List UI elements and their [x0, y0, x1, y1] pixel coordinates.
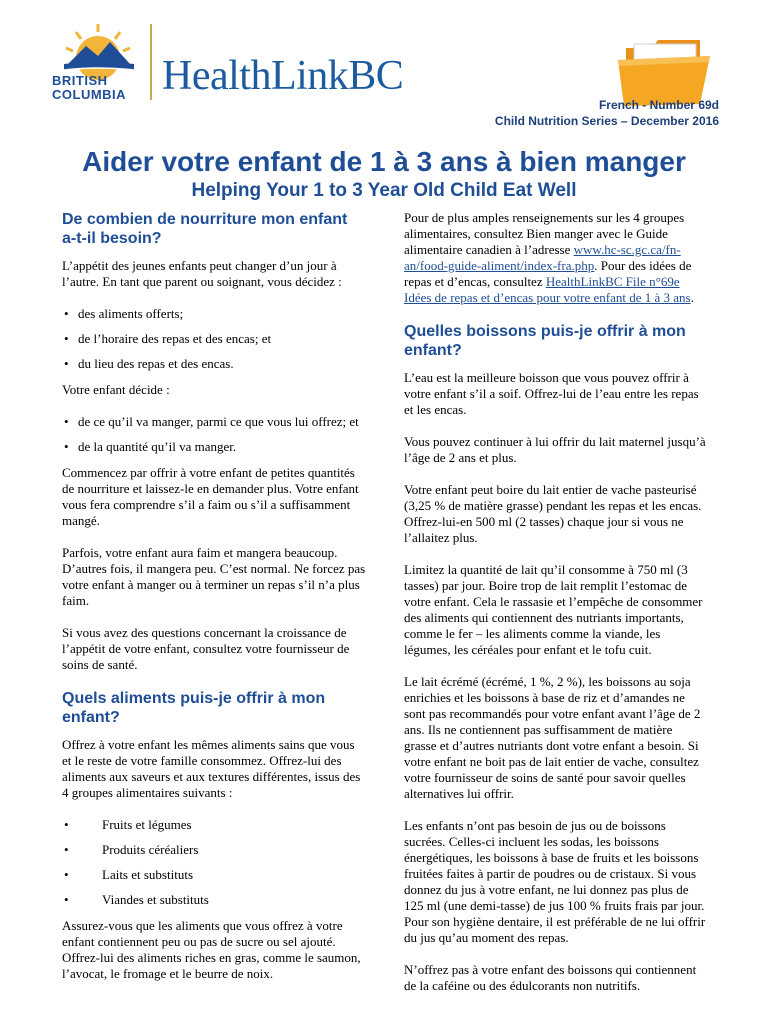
- logo-text-line2: COLUMBIA: [52, 87, 127, 102]
- brand-suffix: BC: [348, 53, 404, 99]
- title-english: Helping Your 1 to 3 Year Old Child Eat Well: [191, 180, 577, 201]
- paragraph: Le lait écrémé (écrémé, 1 %, 2 %), les boissons au soja enrichies et les boissons à base de riz et d’amandes ne sont pas recommandés pour votre enfant avant l’âge de 2 ans. Ils ne contiennent pas suffisamment de matière grasse et d’autres nutriants dont votre enfant a besoin. Si votre enfant ne boit pas de lait entier de vache, consultez votre fournisseur de soins de santé pour savoir quelles alternatives lui offrir.: [404, 674, 701, 801]
- logo-text-line1: BRITISH: [52, 73, 108, 88]
- paragraph-food-guide: [404, 210, 708, 306]
- list-item: • Fruits et légumes: [78, 817, 366, 833]
- list-item: • du lieu des repas et des encas.: [78, 356, 366, 372]
- document-number: [495, 97, 719, 129]
- paragraph: Parfois, votre enfant aura faim et mangera beaucoup. D’autres fois, il mangera peu. C’est normal. Ne forcez pas votre enfant à manger ou à terminer un repas s’il n’a plus faim.: [62, 545, 366, 608]
- healthlinkbc-file-link[interactable]: HealthLinkBC File n°69e Idées de repas et d’encas pour votre enfant de 1 à 3 ans: [404, 274, 691, 305]
- healthlinkbc-wordmark: [162, 52, 403, 100]
- paragraph: N’offrez pas à votre enfant des boissons qui contiennent de la caféine ou des édulcorants non nutritifs.: [404, 962, 697, 993]
- text: . Pour des idées de repas et d’encas, consultez: [404, 258, 692, 289]
- paragraph: Commencez par offrir à votre enfant de petites quantités de nourriture et laissez-le en demander plus. Votre enfant vous fera comprendre s’il a faim ou s’il a suffisamment mangé.: [62, 465, 359, 528]
- bullet-list-child-decides: [62, 414, 366, 455]
- brand-main: HealthLink: [162, 53, 349, 99]
- title-french: Aider votre enfant de 1 à 3 ans à bien manger: [82, 146, 686, 177]
- series-line: Child Nutrition Series – December 2016: [494, 114, 719, 128]
- heading-which-foods: Quels aliments puis-je offrir à mon enfant?: [62, 690, 326, 726]
- bullet-list-food-groups: [62, 817, 366, 908]
- bullet-list-parent-decides: [62, 306, 366, 372]
- list-item: • Laits et substituts: [78, 867, 366, 883]
- list-item: • Viandes et substituts: [78, 892, 366, 908]
- heading-how-much-food: De combien de nourriture mon enfant a-t-il besoin?: [62, 211, 348, 247]
- paragraph: Assurez-vous que les aliments que vous offrez à votre enfant contiennent peu ou pas de sucre ou sel ajouté. Offrez-lui des aliments riches en gras, comme le saumon, l’avocat, le fromage et le beurre de noix.: [62, 918, 361, 981]
- left-column: [62, 210, 366, 998]
- list-item: • de la quantité qu’il va manger.: [78, 439, 366, 455]
- paragraph: Vous pouvez continuer à lui offrir du lait maternel jusqu’à l’âge de 2 ans et plus.: [404, 434, 706, 465]
- list-item: • de ce qu’il va manger, parmi ce que vous lui offrez; et: [78, 414, 366, 430]
- food-guide-link[interactable]: www.hc-sc.gc.ca/fn-an/food-guide-aliment/index-fra.php: [404, 242, 681, 273]
- paragraph: L’appétit des jeunes enfants peut changer d’un jour à l’autre. En tant que parent ou soignant, vous décidez :: [62, 258, 342, 289]
- logo-divider: [150, 24, 152, 100]
- text: .: [690, 290, 694, 305]
- paragraph: Limitez la quantité de lait qu’il consomme à 750 ml (3 tasses) par jour. Boire trop de lait remplit l’estomac de votre enfant. Cela le rassasie et l’empêche de consommer des aliments qui contiennent des nutriants importants, comme le fer – les aliments comme la viande, les légumes, les céréales pour enfant et le tofu cuit.: [404, 562, 703, 657]
- heading-which-drinks: Quelles boissons puis-je offrir à mon enfant?: [404, 323, 686, 359]
- paragraph: Votre enfant peut boire du lait entier de vache pasteurisé (3,25 % de matière grasse) pendant les repas et les encas. Offrez-lui-en 500 ml (2 tasses) chaque jour si vous ne l’allaitez plus.: [404, 482, 702, 545]
- list-item: • Produits céréaliers: [78, 842, 366, 858]
- paragraph: Si vous avez des questions concernant la croissance de l’appétit de votre enfant, consultez votre fournisseur de soins de santé.: [62, 625, 350, 672]
- paragraph: Votre enfant décide :: [62, 382, 170, 397]
- paragraph: Offrez à votre enfant les mêmes aliments sains que vous et le reste de votre famille consommez. Offrez-lui des aliments aux saveurs et aux textures différentes, issus des 4 groupes alimentaires suivants :: [62, 737, 361, 800]
- list-item: • des aliments offerts;: [78, 306, 366, 322]
- right-column: [404, 210, 708, 1010]
- paragraph: Les enfants n’ont pas besoin de jus ou de boissons sucrées. Celles-ci incluent les sodas, les boissons énergétiques, les boissons à base de fruits et les boissons fruitées faites à partir de poudres ou de cristaux. Si vous donnez du jus à votre enfant, ne lui donnez pas plus de 125 ml (une demi-tasse) de jus 100 % fruits frais par jour. Pour son hygiène dentaire, il est préférable de ne lui offrir du jus qu’au moment des repas.: [404, 818, 706, 945]
- bc-government-logo: [50, 20, 150, 105]
- text: Pour de plus amples renseignements sur les 4 groupes alimentaires, consultez Bien manger avec le Guide alimentaire canadien à l’adresse: [404, 210, 685, 257]
- paragraph: L’eau est la meilleure boisson que vous pouvez offrir à votre enfant s’il a soif. Offrez-lui de l’eau entre les repas et les encas.: [404, 370, 699, 417]
- list-item: • de l’horaire des repas et des encas; et: [78, 331, 366, 347]
- doc-number-line: French - Number 69d: [598, 98, 719, 112]
